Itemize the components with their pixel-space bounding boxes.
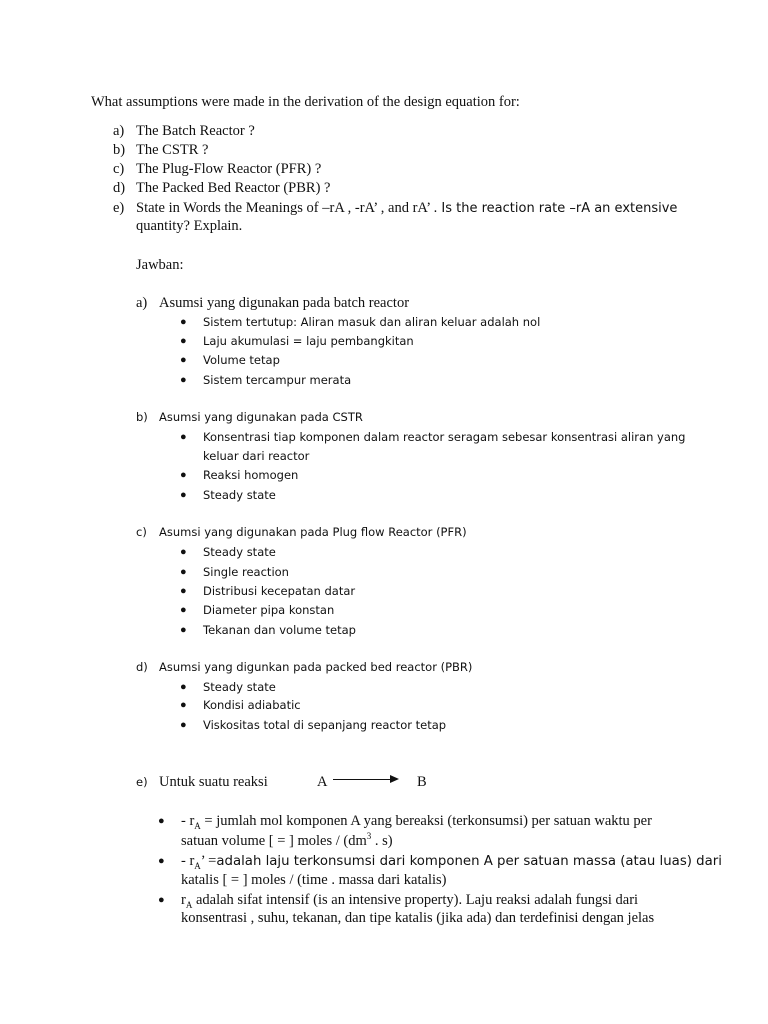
- bullet-icon: ●: [158, 855, 165, 867]
- bullet-icon: ●: [180, 335, 187, 347]
- answer-c-bullet-4: Diameter pipa konstan: [203, 603, 335, 617]
- unit-text-end: . s): [371, 832, 393, 849]
- question-item-a-label: a): [113, 123, 125, 139]
- bullet-icon: ●: [180, 719, 187, 731]
- question-item-d: The Packed Bed Reactor (PBR) ?: [136, 180, 331, 196]
- question-item-e-line2: quantity? Explain.: [136, 218, 243, 234]
- reaction-arrow-line: [333, 779, 391, 780]
- answer-b-bullet-1-line2: keluar dari reactor: [203, 449, 310, 463]
- product-label: B: [417, 774, 427, 790]
- answer-e-bullet-2-line2: katalis [ = ] moles / (time . massa dari katalis): [181, 872, 447, 888]
- answer-c-label: c): [136, 525, 147, 539]
- bullet-icon: ●: [158, 815, 165, 827]
- answer-c-bullet-2: Single reaction: [203, 565, 289, 579]
- bullet-icon: ●: [180, 354, 187, 366]
- arrow-right-icon: [390, 775, 399, 783]
- bullet-icon: ●: [180, 469, 187, 481]
- answer-heading: Jawban:: [136, 257, 184, 273]
- answer-b-bullet-3: Steady state: [203, 488, 276, 502]
- rate-symbol: - r: [181, 813, 195, 829]
- bullet-icon: ●: [180, 316, 187, 328]
- question-item-c: The Plug-Flow Reactor (PFR) ?: [136, 161, 322, 177]
- rate-prime: ’ =: [200, 853, 217, 869]
- rate-subscript: A: [185, 899, 193, 910]
- bullet-icon: ●: [180, 585, 187, 597]
- rate-symbol: - r: [181, 853, 195, 869]
- rate-subscript: A: [194, 860, 201, 871]
- answer-a-bullet-2: Laju akumulasi = laju pembangkitan: [203, 334, 414, 348]
- reactant-label: A: [317, 774, 328, 790]
- answer-e-label: e): [136, 775, 148, 789]
- question-item-b: The CSTR ?: [136, 142, 209, 158]
- answer-b-title: Asumsi yang digunakan pada CSTR: [159, 410, 363, 424]
- question-item-e-label: e): [113, 200, 125, 216]
- rate-definition: adalah sifat intensif (is an intensive property). Laju reaksi adalah fungsi dari: [192, 892, 639, 908]
- question-item-e-part1: State in Words the Meanings of –rA , -rA’ , and rA’ .: [136, 200, 438, 216]
- answer-d-title: Asumsi yang digunkan pada packed bed reactor (PBR): [159, 660, 473, 674]
- answer-e-bullet-3-line2: konsentrasi , suhu, tekanan, dan tipe katalis (jika ada) dan terdefinisi dengan jelas: [181, 910, 655, 926]
- answer-c-bullet-5: Tekanan dan volume tetap: [203, 623, 356, 637]
- unit-text: satuan volume [ = ] moles / (dm: [181, 832, 367, 849]
- bullet-icon: ●: [180, 681, 187, 693]
- answer-b-bullet-1-line1: Konsentrasi tiap komponen dalam reactor seragam sebesar konsentrasi aliran yang: [203, 430, 686, 444]
- rate-definition: adalah laju terkonsumsi dari komponen A per satuan massa (atau luas) dari: [216, 854, 722, 869]
- answer-e-bullet-3-line1: [181, 892, 638, 910]
- answer-e-title: Untuk suatu reaksi: [159, 774, 268, 790]
- answer-a-title: Asumsi yang digunakan pada batch reactor: [159, 295, 410, 311]
- question-item-e-line1: [136, 200, 677, 217]
- question-item-d-label: d): [113, 180, 126, 196]
- bullet-icon: ●: [180, 374, 187, 386]
- bullet-icon: ●: [180, 546, 187, 558]
- question-item-e-part2: Is the reaction rate –rA an extensive: [437, 201, 678, 216]
- answer-a-bullet-3: Volume tetap: [203, 353, 280, 367]
- answer-e-bullet-1-line1: [181, 813, 652, 831]
- bullet-icon: ●: [180, 489, 187, 501]
- answer-a-bullet-4: Sistem tercampur merata: [203, 373, 352, 387]
- answer-b-label: b): [136, 410, 148, 424]
- bullet-icon: ●: [180, 431, 187, 443]
- answer-a-bullet-1: Sistem tertutup: Aliran masuk dan aliran keluar adalah nol: [203, 315, 541, 329]
- question-item-c-label: c): [113, 161, 125, 177]
- rate-symbol: r: [181, 892, 186, 908]
- answer-d-label: d): [136, 660, 148, 674]
- answer-c-bullet-3: Distribusi kecepatan datar: [203, 584, 356, 598]
- answer-a-label: a): [136, 295, 148, 311]
- bullet-icon: ●: [180, 566, 187, 578]
- bullet-icon: ●: [180, 699, 187, 711]
- bullet-icon: ●: [158, 894, 165, 906]
- answer-c-bullet-1: Steady state: [203, 545, 276, 559]
- question-intro: What assumptions were made in the derivation of the design equation for:: [91, 94, 520, 110]
- answer-d-bullet-2: Kondisi adiabatic: [203, 698, 301, 712]
- question-item-b-label: b): [113, 142, 126, 158]
- rate-definition: = jumlah mol komponen A yang bereaksi (terkonsumsi) per satuan waktu per: [200, 813, 652, 829]
- bullet-icon: ●: [180, 624, 187, 636]
- question-item-a: The Batch Reactor ?: [136, 123, 255, 139]
- answer-e-bullet-2-line1: [181, 853, 722, 871]
- rate-subscript: A: [194, 820, 201, 831]
- answer-d-bullet-3: Viskositas total di sepanjang reactor tetap: [203, 718, 447, 732]
- unit-superscript: 3: [366, 831, 372, 841]
- answer-e-bullet-1-line2: [181, 831, 393, 850]
- answer-c-title: Asumsi yang digunakan pada Plug flow Reactor (PFR): [159, 525, 467, 539]
- answer-b-bullet-2: Reaksi homogen: [203, 468, 299, 482]
- bullet-icon: ●: [180, 604, 187, 616]
- answer-d-bullet-1: Steady state: [203, 680, 276, 694]
